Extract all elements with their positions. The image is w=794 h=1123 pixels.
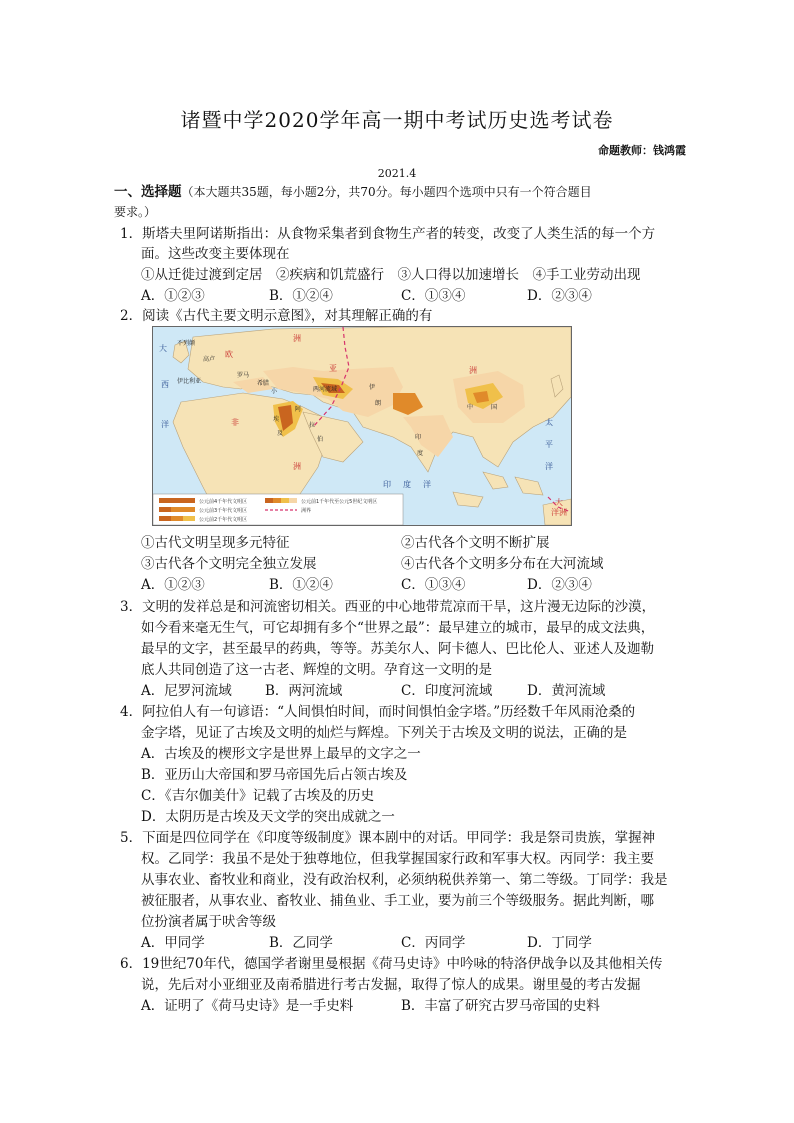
map-label-indian-ocean-3: 洋 — [423, 480, 431, 489]
q3-stem-line2: 如今看来毫无生气，可它却拥有多个“世界之最”：最早建立的城市，最早的成文法典， — [141, 620, 655, 636]
map-label-asia-1: 亚 — [329, 364, 337, 373]
map-label-pacific-2: 平 — [545, 440, 553, 449]
q5-option-d[interactable]: D．丁同学 — [527, 935, 592, 951]
q3-stem-line4: 底人共同创造了这一古老、辉煌的文明。孕育这一文明的是 — [141, 662, 492, 678]
map-label-asia-2: 洲 — [469, 366, 477, 375]
map-label-oceania-2: 洋洲 — [551, 508, 567, 517]
map-label-atlantic-2: 西 — [161, 380, 169, 389]
legend-label-continent-boundary: 洲界 — [301, 508, 312, 514]
legend-label-1st-millennium: 公元前1千年代至公元5世纪文明区 — [301, 499, 378, 505]
q6-stem-line1: 6．19世纪70年代，德国学者谢里曼根据《荷马史诗》中吟咏的特洛伊战争以及其他相关传 — [120, 956, 663, 972]
q1-option-b[interactable]: B．①②④ — [269, 288, 333, 304]
map-label-egypt-1: 埃 — [273, 416, 280, 423]
q4-stem-line1: 4．阿拉伯人有一句谚语：“人间惧怕时间，而时间惧怕金字塔。”历经数千年风雨沧桑的 — [120, 704, 636, 720]
q6-option-a[interactable]: A．证明了《荷马史诗》是一手史料 — [141, 998, 354, 1014]
legend-label-3rd-millennium: 公元前3千年代文明区 — [199, 508, 248, 514]
q5-stem-line3: 从事农业、畜牧业和商业，没有政治权利，必须纳税供养第一、第二等级。丁同学：我是 — [141, 872, 668, 888]
q1-items: ①从迁徙过渡到定居 ②疾病和饥荒盛行 ③人口得以加速增长 ④手工业劳动出现 — [141, 267, 641, 283]
map-label-africa-2: 洲 — [293, 462, 301, 471]
q3-stem-line3: 最早的文字，甚至最早的药典，等等。苏美尔人、阿卡德人、巴比伦人、亚述人及迦勒 — [141, 641, 654, 657]
map-label-africa-1: 非 — [231, 418, 239, 427]
legend-swatch-3rd-millennium — [171, 507, 195, 512]
map-label-britain: 不列颠 — [177, 340, 196, 347]
legend-label-4th-millennium: 公元前4千年代文明区 — [199, 499, 248, 505]
q6-option-b[interactable]: B．丰富了研究古罗马帝国的史料 — [401, 998, 600, 1014]
map-label-arabia-2: 拉 — [309, 422, 316, 429]
map-label-indian-ocean-2: 度 — [403, 480, 411, 489]
exam-date: 2021.4 — [377, 167, 417, 180]
map-label-iran-2: 朗 — [375, 400, 382, 407]
legend-label-2nd-millennium: 公元前2千年代文明区 — [199, 517, 248, 523]
q2-option-c[interactable]: C．①③④ — [401, 577, 466, 593]
map-label-india-1: 印 — [415, 434, 422, 441]
q5-stem-line4: 被征服者，从事农业、畜牧业、捕鱼业、手工业，要为前三个等级服务。据此判断，哪 — [141, 893, 654, 909]
legend-swatch-1st-millennium — [289, 498, 297, 503]
q2-item-3: ③古代各个文明完全独立发展 — [141, 556, 317, 572]
q2-option-a[interactable]: A．①②③ — [141, 577, 205, 593]
q4-option-a[interactable]: A．古埃及的楔形文字是世界上最早的文字之一 — [141, 746, 421, 762]
q5-option-b[interactable]: B．乙同学 — [269, 935, 333, 951]
q1-option-c[interactable]: C．①③④ — [401, 288, 466, 304]
map-label-arabia-1: 阿 — [295, 406, 302, 413]
legend-swatch-2nd-millennium — [183, 516, 195, 521]
map-label-gaul: 高卢 — [203, 356, 216, 363]
map-label-egypt-2: 及 — [277, 430, 284, 437]
map-label-asia-minor: 小 — [271, 388, 278, 395]
q5-stem-line5: 位扮演者属于吠舍等级 — [141, 914, 276, 930]
q1-option-d[interactable]: D．②③④ — [527, 288, 592, 304]
q3-stem-line1: 3．文明的发祥总是和河流密切相关。西亚的中心地带荒凉而干旱，这片漫无边际的沙漠， — [120, 599, 656, 615]
map-label-india-2: 度 — [417, 450, 424, 457]
map-label-mesopotamia: 两河流域 — [313, 386, 338, 393]
map-label-pacific-3: 洋 — [545, 462, 553, 471]
q1-stem-line1: 1．斯塔夫里阿诺斯指出：从食物采集者到食物生产者的转变，改变了人类生活的每一个方 — [120, 226, 656, 242]
page-title: 诸暨中学2020学年高一期中考试历史选考试卷 — [180, 108, 614, 132]
map-label-europe-2: 洲 — [293, 334, 301, 343]
q2-option-b[interactable]: B．①②④ — [269, 577, 333, 593]
q3-option-a[interactable]: A．尼罗河流域 — [141, 683, 232, 699]
section-instructions-cont: 要求。） — [114, 205, 157, 219]
map-label-china-1: 中 — [467, 404, 474, 411]
q2-item-1: ①古代文明呈现多元特征 — [141, 535, 290, 551]
q3-option-b[interactable]: B．两河流域 — [265, 683, 343, 699]
map-label-greece: 希腊 — [257, 380, 270, 387]
map-label-pacific-1: 太 — [545, 418, 553, 427]
section-instructions: （本大题共35题，每小题2分，共70分。每小题四个选项中只有一个符合题目 — [181, 185, 592, 199]
q5-option-a[interactable]: A．甲同学 — [141, 935, 205, 951]
map-label-arabia-3: 伯 — [317, 436, 324, 443]
section-heading-line — [114, 182, 592, 202]
q2-item-2: ②古代各个文明不断扩展 — [401, 535, 550, 551]
q1-stem-line2: 面。这些改变主要体现在 — [141, 246, 290, 262]
map-svg — [153, 327, 571, 525]
q2-item-4: ④古代各个文明多分布在大河流域 — [401, 556, 604, 572]
q4-option-d[interactable]: D．太阴历是古埃及天文学的突出成就之一 — [141, 809, 395, 825]
map-label-iran-1: 伊 — [369, 384, 376, 391]
section-heading: 一、选择题 — [114, 184, 182, 200]
map-label-rome: 罗马 — [237, 372, 250, 379]
q2-option-d[interactable]: D．②③④ — [527, 577, 592, 593]
map-label-atlantic-3: 洋 — [161, 420, 169, 429]
q3-option-d[interactable]: D．黄河流域 — [527, 683, 606, 699]
q2-stem: 2．阅读《古代主要文明示意图》，对其理解正确的有 — [120, 308, 433, 324]
q5-stem-line1: 5．下面是四位同学在《印度等级制度》课本剧中的对话。甲同学：我是祭司贵族，掌握神 — [120, 830, 656, 846]
q4-option-b[interactable]: B．亚历山大帝国和罗马帝国先后占领古埃及 — [141, 767, 408, 783]
q5-option-c[interactable]: C．丙同学 — [401, 935, 466, 951]
map-label-europe-1: 欧 — [225, 350, 233, 359]
q1-option-a[interactable]: A．①②③ — [141, 288, 205, 304]
q5-stem-line2: 权。乙同学：我虽不是处于独尊地位，但我掌握国家行政和军事大权。丙同学：我主要 — [141, 851, 654, 867]
map-label-atlantic-1: 大 — [159, 344, 167, 353]
ancient-civilizations-map — [152, 326, 572, 526]
legend-swatch-4th-millennium — [159, 498, 195, 503]
q3-option-c[interactable]: C．印度河流域 — [401, 683, 493, 699]
map-label-iberia: 伊比利亚 — [177, 378, 202, 385]
map-label-oceania-1: 大 — [555, 498, 563, 507]
q4-option-c[interactable]: C．《吉尔伽美什》记载了古埃及的历史 — [141, 788, 375, 804]
author-line: 命题教师：钱鸿霞 — [598, 144, 686, 157]
map-label-china-2: 国 — [491, 404, 498, 411]
q4-stem-line2: 金字塔，见证了古埃及文明的灿烂与辉煌。下列关于古埃及文明的说法，正确的是 — [141, 725, 627, 741]
map-label-indian-ocean-1: 印 — [383, 480, 391, 489]
q6-stem-line2: 说，先后对小亚细亚及南希腊进行考古发掘，取得了惊人的成果。谢里曼的考古发掘 — [141, 977, 641, 993]
